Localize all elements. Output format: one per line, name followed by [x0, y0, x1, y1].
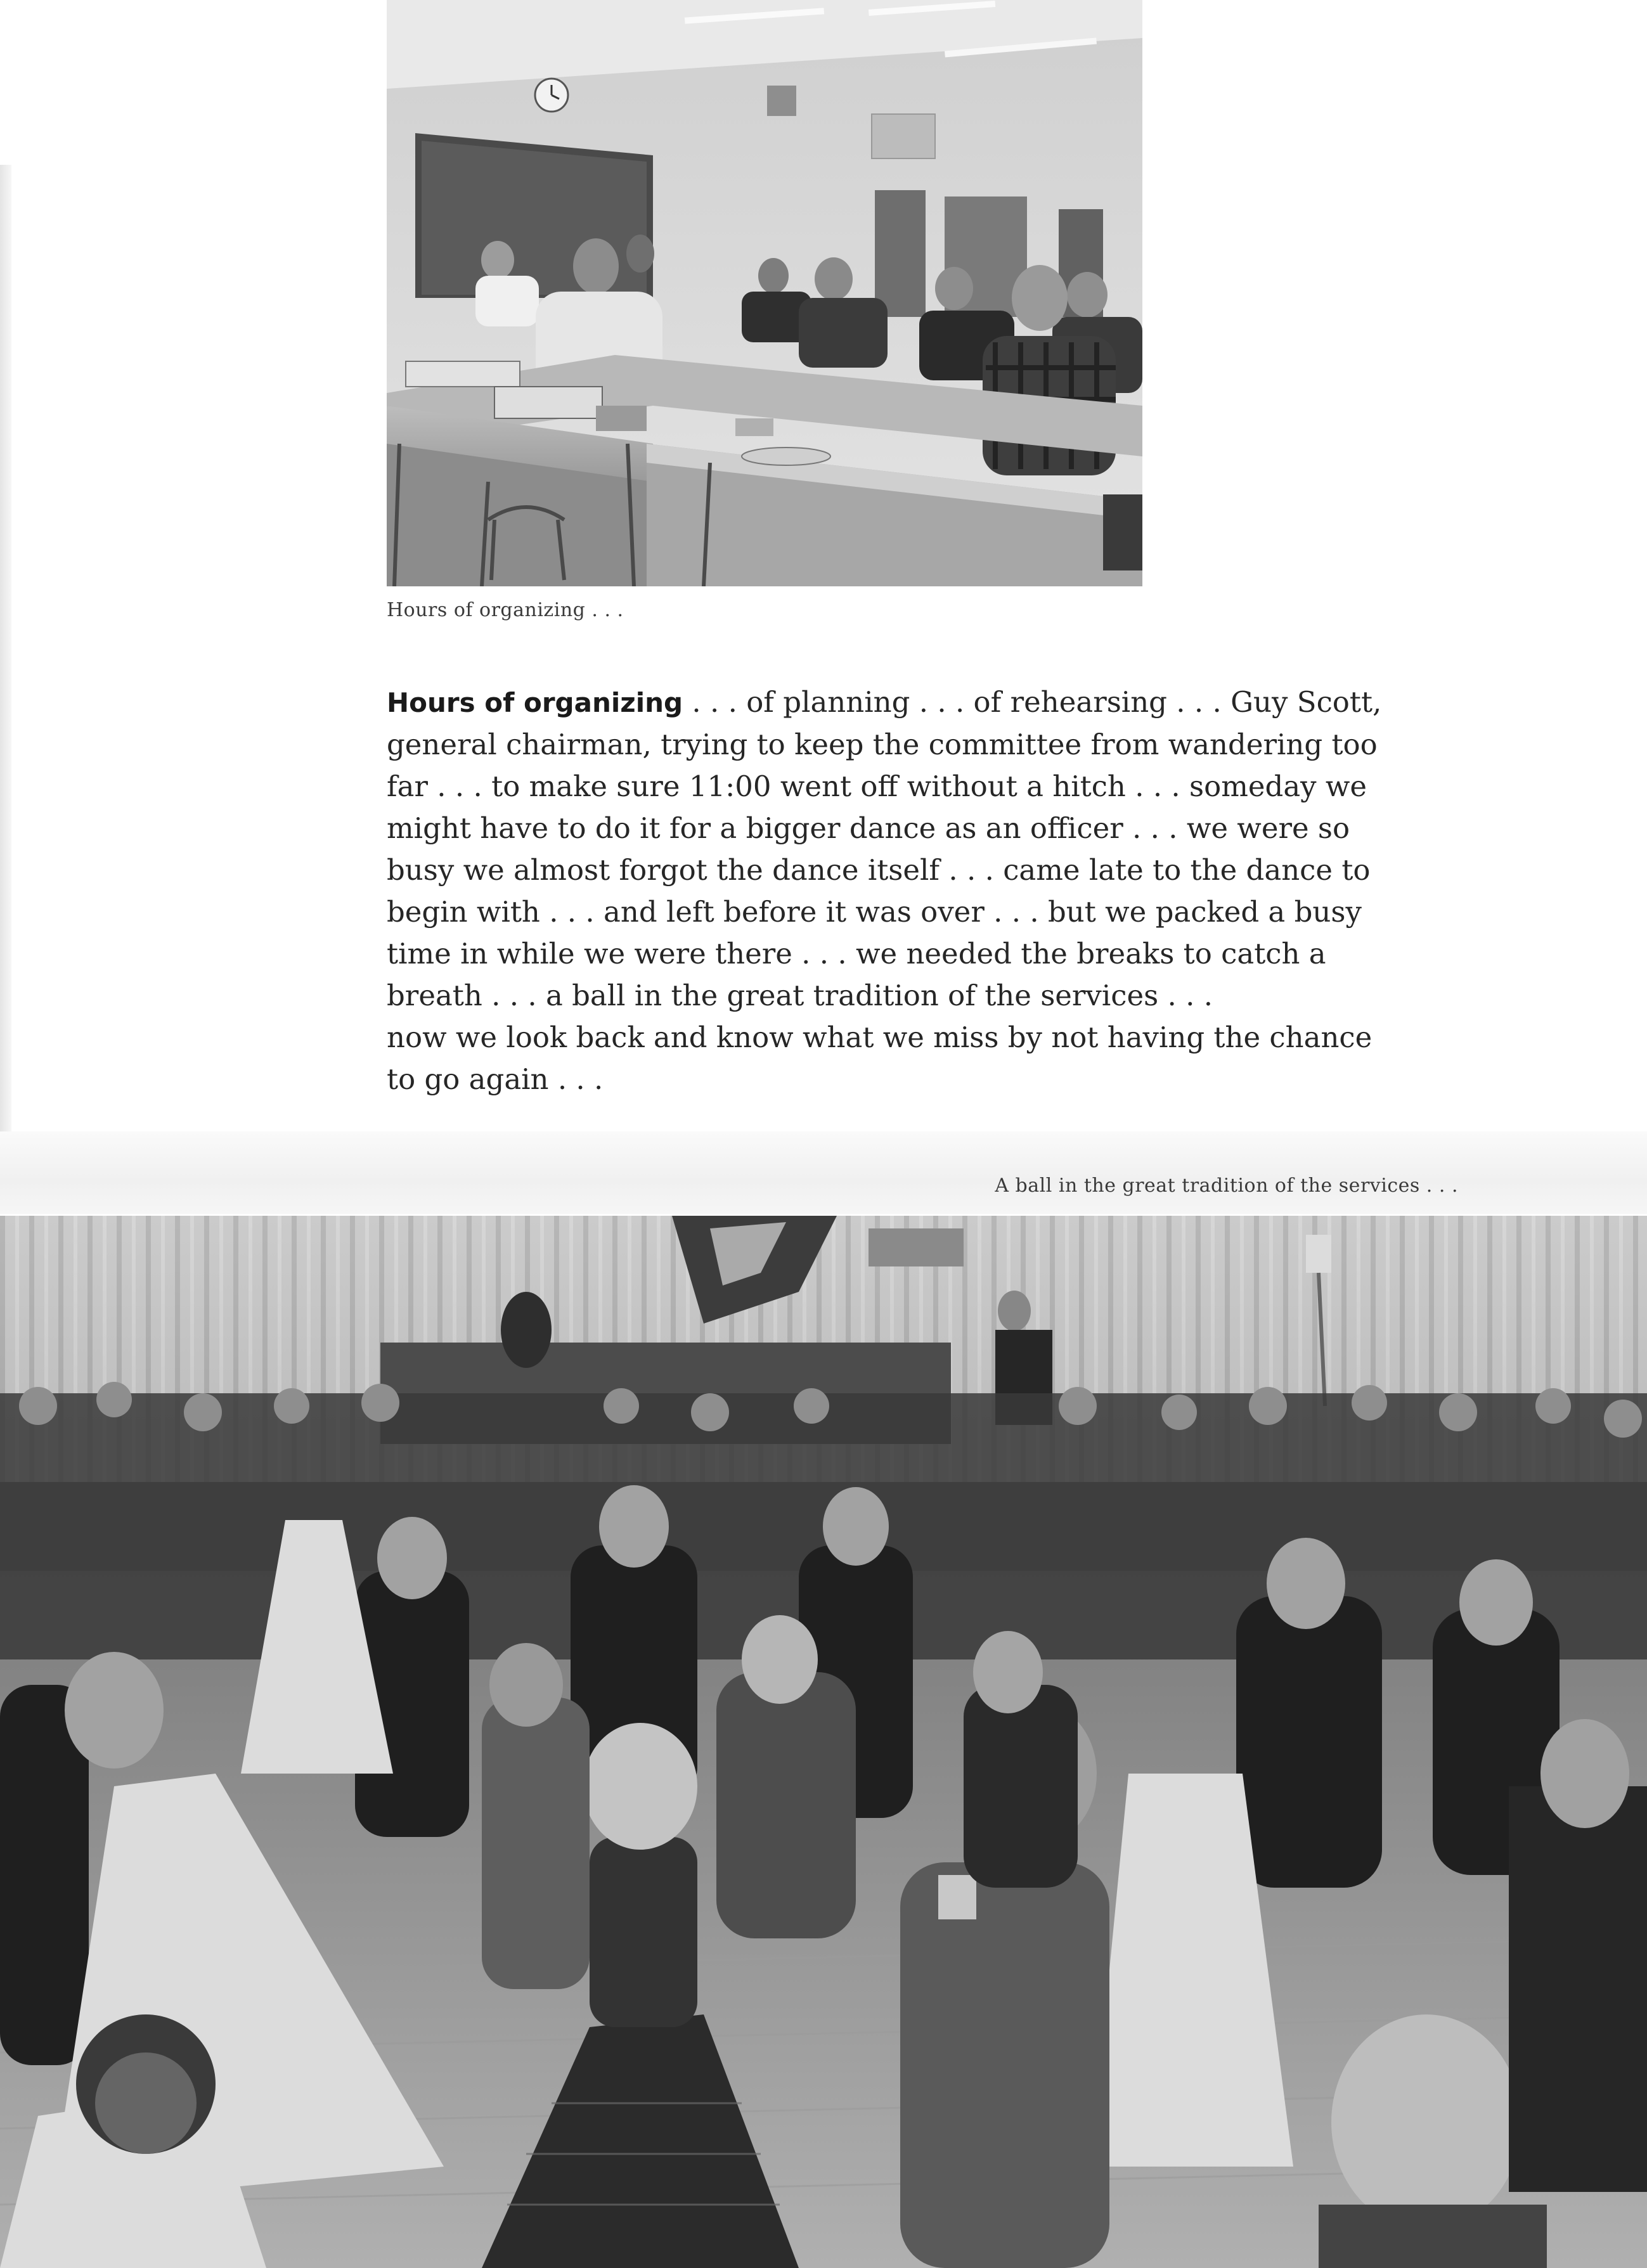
body-line: breath . . . a ball in the great tradition of the services . . .: [387, 979, 1213, 1012]
body-line: begin with . . . and left before it was over . . . but we packed a busy: [387, 895, 1362, 929]
body-line: time in while we were there . . . we needed the breaks to catch a: [387, 937, 1326, 970]
facing-page-bleed: [0, 1131, 1647, 1214]
page-edge-shadow: [0, 165, 11, 1154]
caption-top: Hours of organizing . . .: [387, 599, 624, 621]
body-line: to go again . . .: [387, 1062, 604, 1096]
ballroom-photo: [0, 1216, 1647, 2268]
body-line: busy we almost forgot the dance itself . . . came late to the dance to: [387, 853, 1371, 887]
classroom-photo-image: [387, 0, 1142, 586]
classroom-photo: [387, 0, 1142, 586]
body-lead: Hours of organizing: [387, 687, 683, 718]
body-line: now we look back and know what we miss by not having the chance: [387, 1021, 1372, 1054]
body-line: might have to do it for a bigger dance as an officer . . . we were so: [387, 811, 1350, 845]
body-line: far . . . to make sure 11:00 went off without a hitch . . . someday we: [387, 770, 1367, 803]
body-line-text: . . . of planning . . . of rehearsing . . . Guy Scott,: [683, 685, 1382, 719]
body-line: [387, 681, 1426, 724]
ballroom-photo-image: [0, 1216, 1647, 2268]
caption-bottom: A ball in the great tradition of the services . . .: [995, 1175, 1458, 1197]
body-line: general chairman, trying to keep the committee from wandering too: [387, 728, 1378, 761]
body-paragraph: [387, 681, 1426, 1100]
